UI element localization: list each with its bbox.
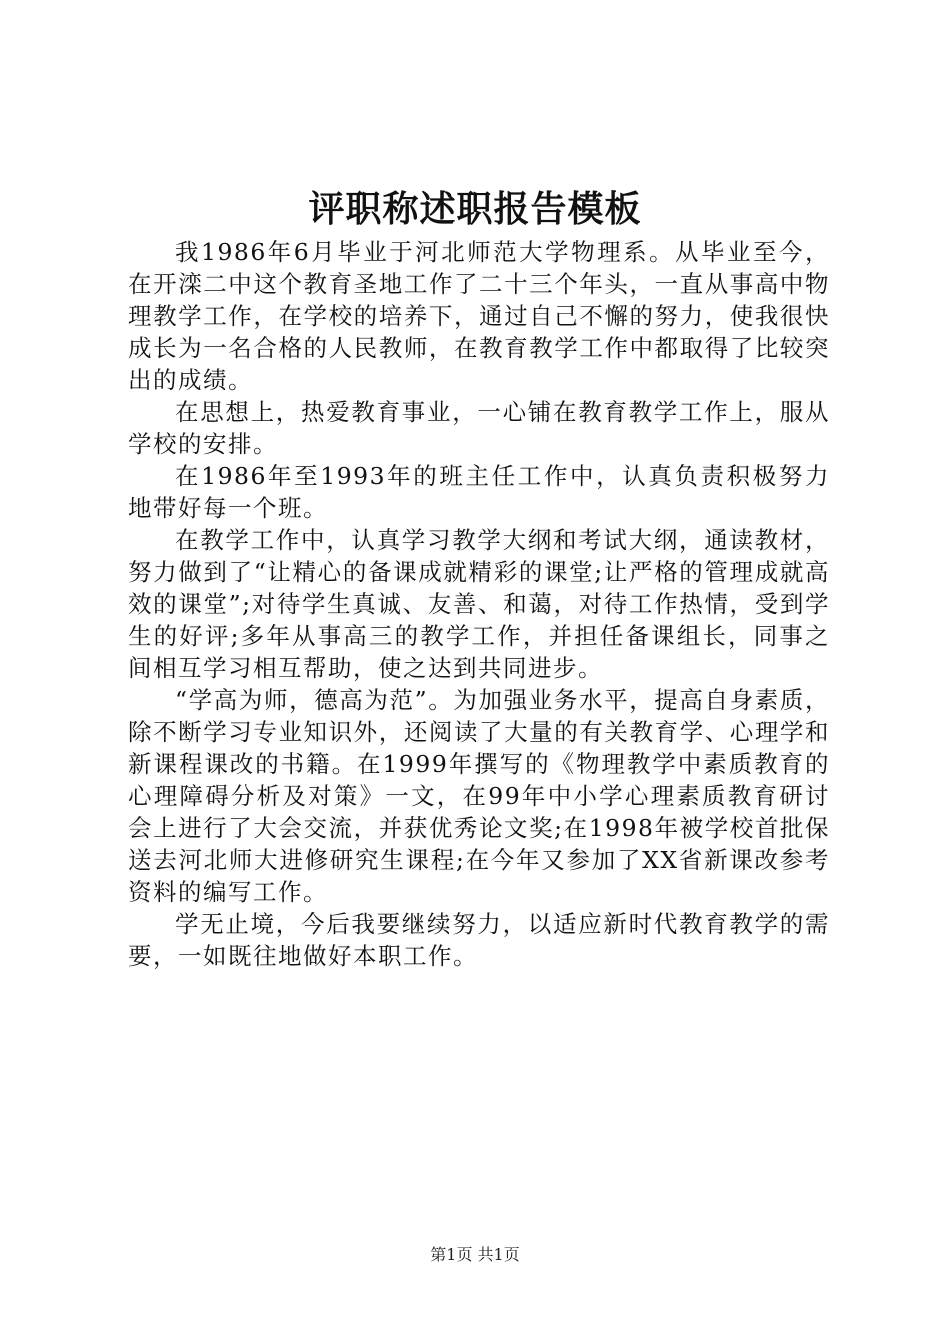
paragraph-intro: 我1986年6月毕业于河北师范大学物理系。从毕业至今，在开滦二中这个教育圣地工作了二十三个年头，一直从事高中物理教学工作，在学校的培养下，通过自己不懈的努力，使我很快成长为一名合格的人民教师，在教育教学工作中都取得了比较突出的成绩。 (128, 238, 830, 394)
paragraph-conclusion: 学无止境，今后我要继续努力，以适应新时代教育教学的需要，一如既往地做好本职工作。 (128, 910, 830, 970)
document-body (128, 236, 830, 972)
document-title: 评职称述职报告模板 (308, 188, 642, 230)
paragraph-professional-growth: “学高为师，德高为范”。为加强业务水平，提高自身素质，除不断学习专业知识外，还阅读了大量的有关教育学、心理学和新课程课改的书籍。在1999年撰写的《物理教学中素质教育的心理障碍分析及对策》一文，在99年中小学心理素质教育研讨会上进行了大会交流，并获优秀论文奖;在1998年被学校首批保送去河北师大进修研究生课程;在今年又参加了XX省新课改参考资料的编写工作。 (128, 686, 830, 906)
page-footer: 第1页 共1页 (430, 1245, 520, 1264)
paragraph-class-teacher: 在1986年至1993年的班主任工作中，认真负责积极努力地带好每一个班。 (128, 462, 830, 522)
paragraph-teaching: 在教学工作中，认真学习教学大纲和考试大纲，通读教材，努力做到了“让精心的备课成就精彩的课堂;让严格的管理成就高效的课堂”;对待学生真诚、友善、和蔼，对待工作热情，受到学生的好评;多年从事高三的教学工作，并担任备课组长，同事之间相互学习相互帮助，使之达到共同进步。 (128, 526, 830, 682)
paragraph-ideology: 在思想上，热爱教育事业，一心铺在教育教学工作上，服从学校的安排。 (128, 398, 830, 458)
